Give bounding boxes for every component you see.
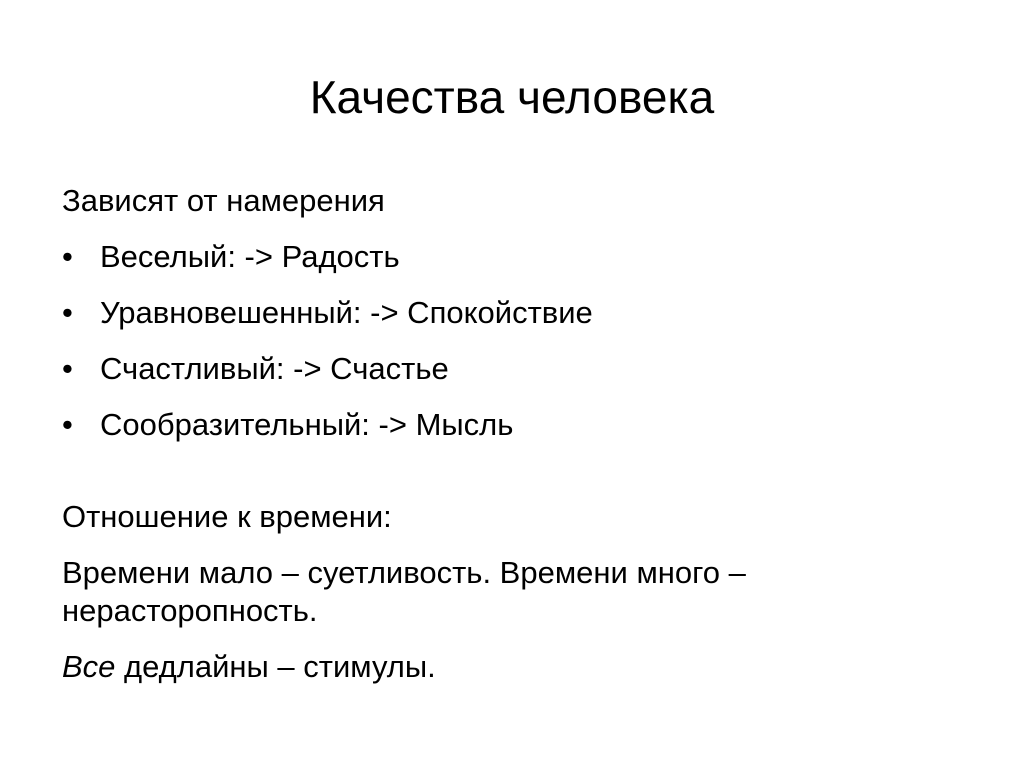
time-line-2: нерасторопность. (62, 593, 318, 628)
slide-body (62, 182, 962, 686)
deadline-text (62, 648, 962, 686)
time-line-1: Времени мало – суетливость. Времени много – (62, 555, 746, 590)
slide-title: Качества человека (309, 71, 715, 123)
list-item-text: Уравновешенный: -> Спокойствие (100, 295, 593, 330)
list-item-text: Сообразительный: -> Мысль (100, 407, 514, 442)
list-item (62, 406, 962, 444)
list-item-text: Счастливый: -> Счастье (100, 351, 449, 386)
list-item (62, 294, 962, 332)
bullet-icon: • (62, 351, 73, 386)
qualities-list (62, 238, 962, 444)
time-paragraph (62, 554, 962, 630)
list-item (62, 238, 962, 276)
intro-text: Зависят от намерения (62, 183, 385, 218)
deadline-emphasis: Все (62, 649, 116, 684)
time-heading: Отношение к времени: (62, 499, 392, 534)
bullet-icon: • (62, 295, 73, 330)
list-item (62, 350, 962, 388)
spacer (62, 462, 962, 498)
list-item-text: Веселый: -> Радость (100, 239, 400, 274)
bullet-icon: • (62, 239, 73, 274)
deadline-rest: дедлайны – стимулы. (115, 649, 436, 684)
bullet-icon: • (62, 407, 73, 442)
